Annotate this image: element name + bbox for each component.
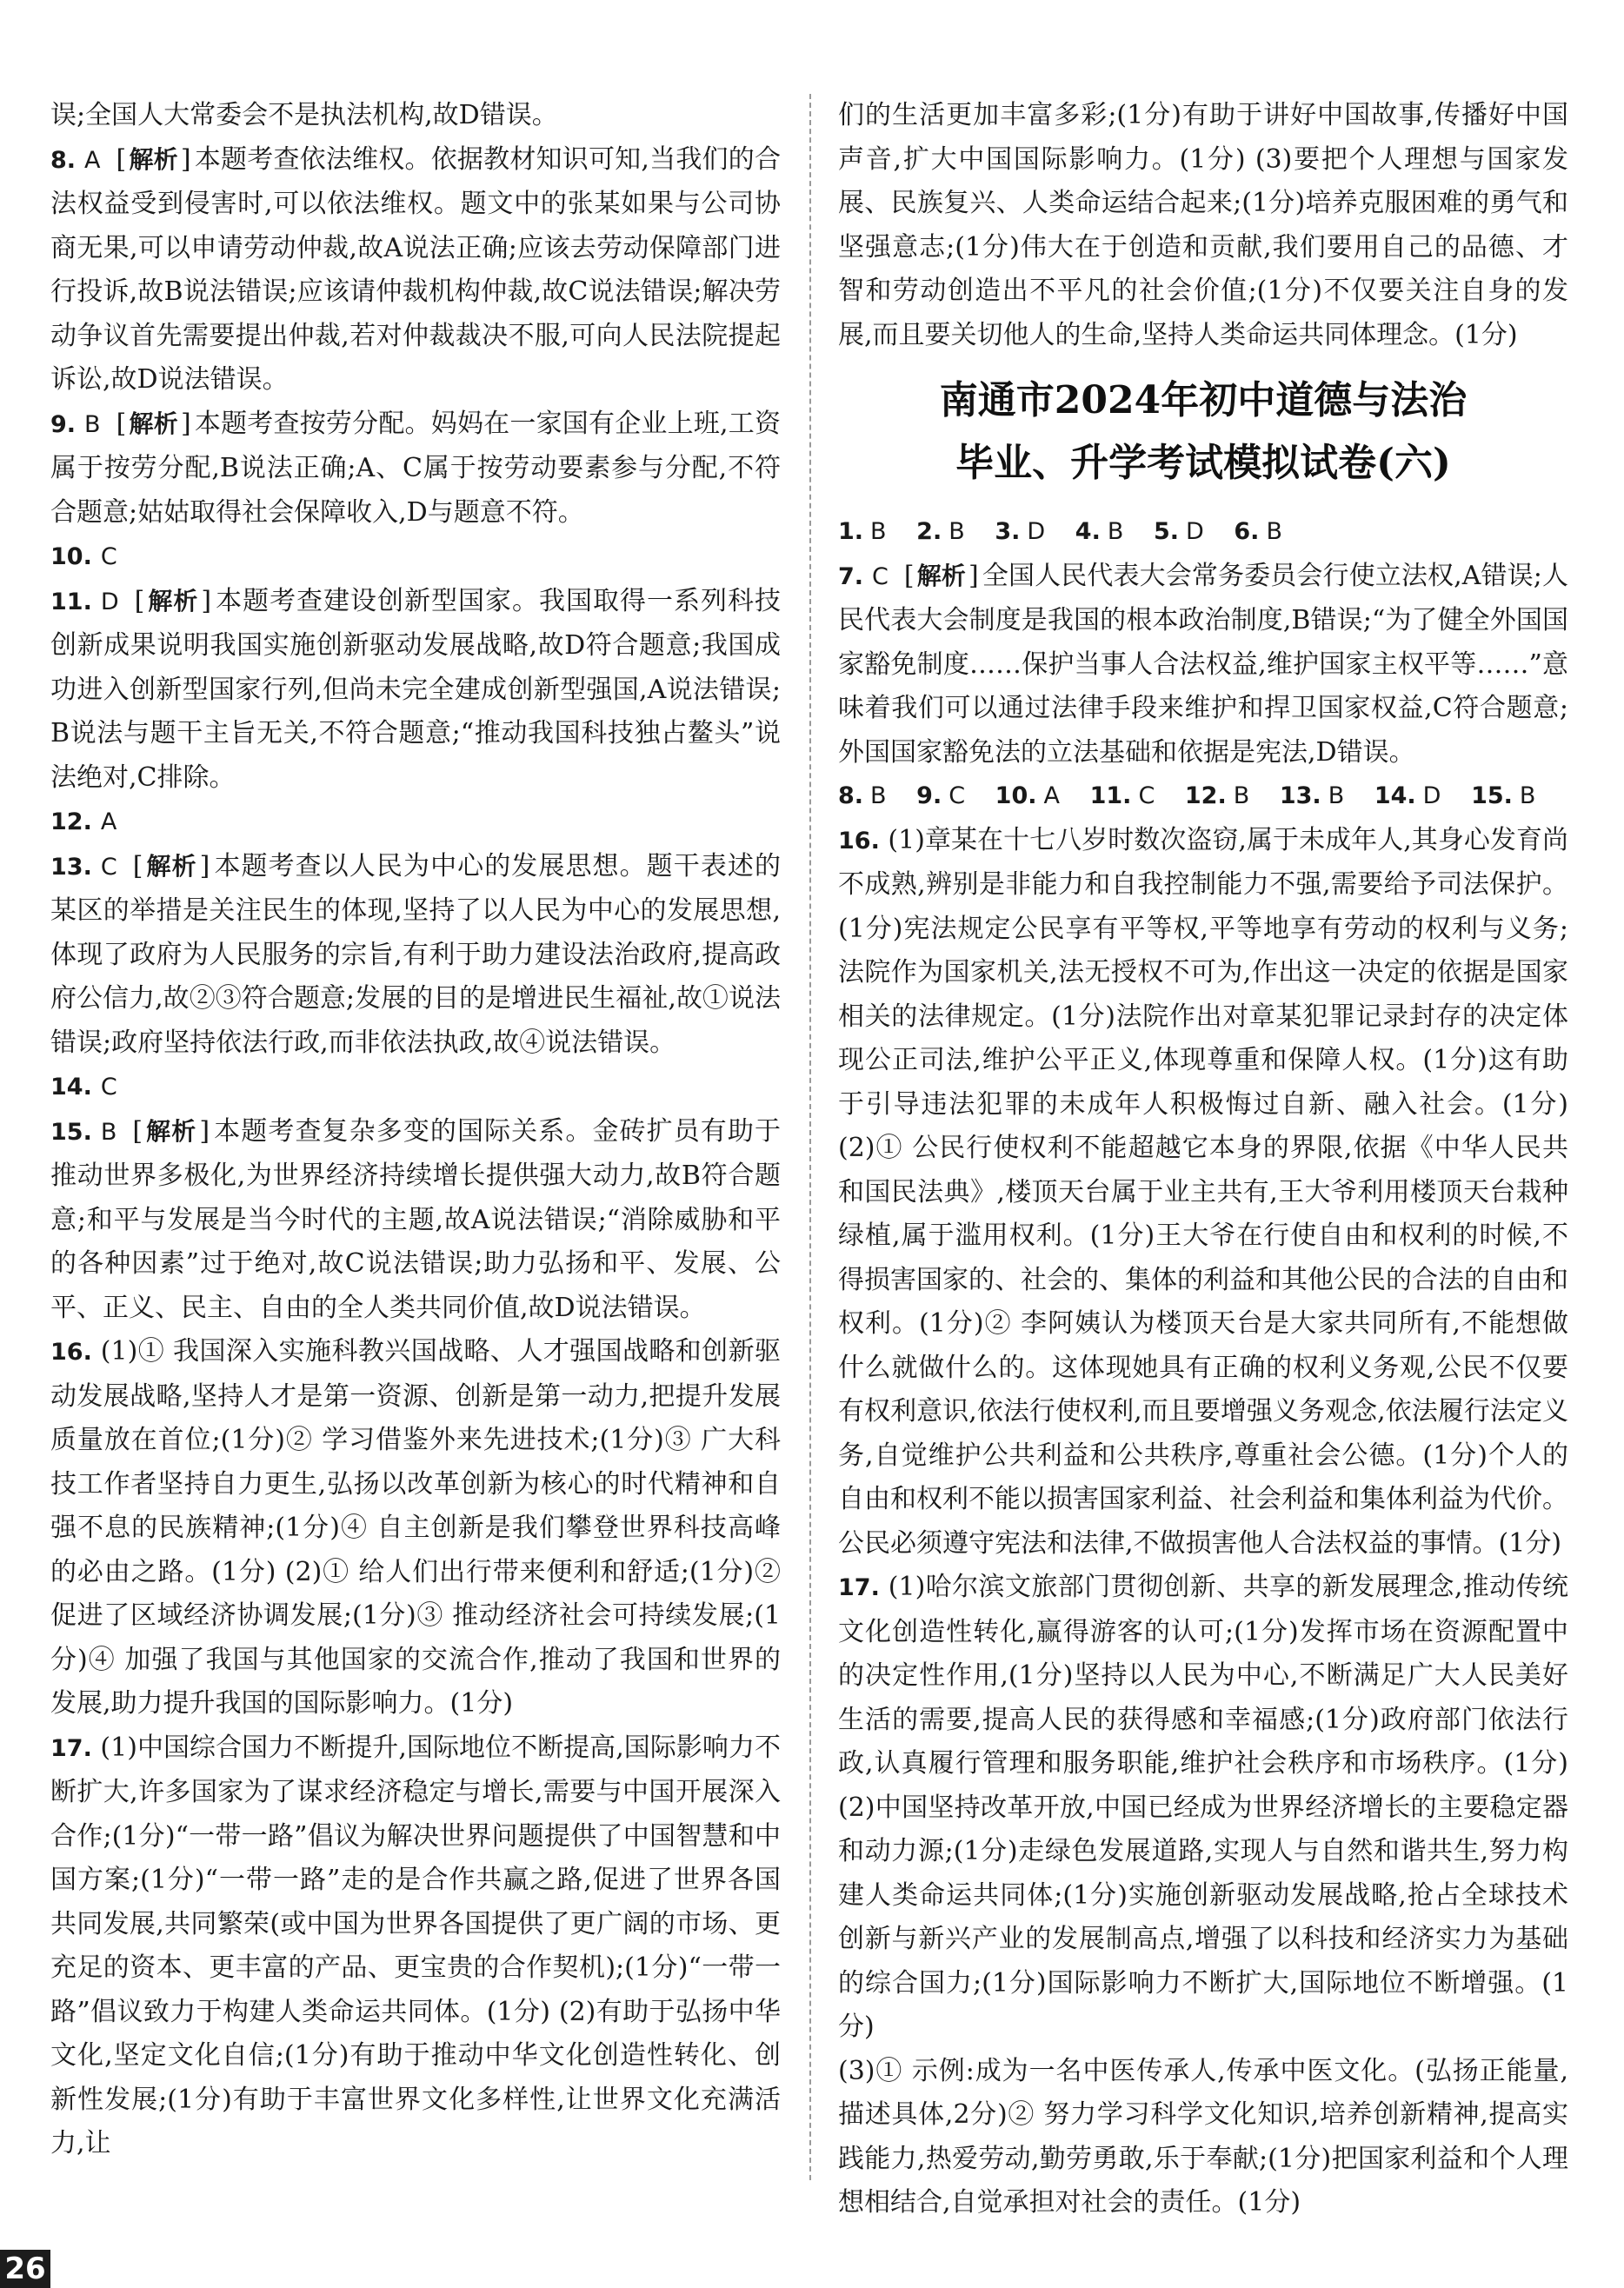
item-answer: B (1233, 782, 1250, 809)
item-number: 17. (50, 1734, 92, 1762)
item-number: 12. (50, 808, 92, 835)
answer-pair (1234, 518, 1282, 545)
item-text: 本题考查复杂多变的国际关系。金砖扩员有助于推动世界多极化,为世界经济持续增长提供强大动力,故B符合题意;和平与发展是当今时代的主题,故A说法错误;“消除威胁和平的各种因素”过于绝对,故C说法错误;助力弘扬和平、发展、公平、正义、民主、自由的全人类共同价值,故D说法错误。 (50, 1115, 781, 1323)
right-column (838, 94, 1568, 2225)
answers-row-1 (838, 510, 1568, 555)
item-number: 10. (50, 543, 92, 570)
item-number: 11. (1089, 782, 1132, 809)
item-answer: D (1186, 518, 1204, 545)
analysis-tag-label: 解析 (145, 1116, 197, 1146)
answer-pair (916, 782, 965, 809)
item-answer: C (1138, 782, 1155, 809)
analysis-tag-label: 解析 (145, 851, 197, 881)
item-answer: C (100, 1074, 117, 1101)
exam-title-line-1: 南通市2024年初中道德与法治 (939, 378, 1468, 422)
answer-pair (1185, 782, 1249, 809)
item-number: 15. (50, 1118, 92, 1146)
item-answer: B (870, 782, 887, 809)
answers-row-2 (838, 775, 1568, 819)
item-text: (3)① 示例:成为一名中医传承人,传承中医文化。(弘扬正能量,描述具体,2分)② 努力学习科学文化知识,培养创新精神,提高实践能力,热爱劳动,勤劳勇敢,乐于奉献;(1分)把国家利益和个人理想相结合,自觉承担对社会的责任。(1分) (838, 2055, 1568, 2218)
item-number: 1. (838, 518, 864, 545)
analysis-tag (132, 1116, 210, 1147)
answer-item-7 (838, 555, 1568, 775)
item-answer: C (872, 562, 889, 590)
item-number: 15. (1471, 782, 1513, 809)
answer-item-10 (50, 535, 781, 580)
answer-item-9 (50, 402, 781, 535)
item-answer: D (1422, 782, 1441, 809)
item-number: 14. (50, 1074, 92, 1101)
item-answer: B (1519, 782, 1536, 809)
item-answer: B (1328, 782, 1345, 809)
analysis-tag (116, 144, 191, 175)
item-number: 10. (995, 782, 1037, 809)
item-number: 16. (50, 1339, 92, 1366)
item-text: 本题考查建设创新型国家。我国取得一系列科技创新成果说明我国实施创新驱动发展战略,故D符合题意;我国成功进入创新型国家行列,但尚未完全建成创新型强国,A说法错误;B说法与题干主旨无关,不符合题意;“推动我国科技独占鳌头”说法绝对,C排除。 (50, 585, 781, 793)
column-divider (809, 94, 811, 2180)
item-answer: C (100, 543, 117, 570)
analysis-tag-label: 解析 (147, 586, 199, 615)
answer-item-17 (838, 1566, 1568, 2050)
item-number: 7. (838, 562, 864, 590)
item-number: 16. (838, 827, 880, 855)
paragraph-text: 误;全国人大常委会不是执法机构,故D错误。 (50, 100, 558, 130)
answer-item-16 (838, 819, 1568, 1566)
answer-item-11 (50, 580, 781, 801)
item-answer: A (1043, 782, 1060, 809)
item-number: 4. (1075, 518, 1101, 545)
answer-pair (1090, 782, 1155, 809)
item-number: 12. (1184, 782, 1227, 809)
item-number: 6. (1234, 518, 1260, 545)
answer-pair (916, 518, 965, 545)
item-answer: B (1107, 518, 1124, 545)
answer-pair (995, 518, 1045, 545)
item-answer: B (870, 518, 887, 545)
item-number: 9. (916, 782, 942, 809)
answer-pair (1374, 782, 1441, 809)
answer-item-17 (50, 1726, 781, 2166)
answer-item-15 (50, 1110, 781, 1331)
analysis-tag-label: 解析 (129, 409, 178, 438)
item-number: 9. (50, 410, 77, 438)
item-text: 本题考查以人民为中心的发展思想。题干表述的某区的举措是关注民生的体现,坚持了以人民为中心的发展思想,体现了政府为人民服务的宗旨,有利于助力建设法治政府,提高政府公信力,故②③符合题意;发展的目的是增进民生福祉,故①说法错误;政府坚持依法行政,而非依法执政,故④说法错误。 (50, 850, 781, 1058)
answer-item-14 (50, 1065, 781, 1110)
item-answer: A (84, 146, 101, 174)
item-number: 2. (916, 518, 942, 545)
item-text: (1)章某在十七八岁时数次盗窃,属于未成年人,其身心发育尚不成熟,辨别是非能力和自我控制能力不强,需要给予司法保护。(1分)宪法规定公民享有平等权,平等地享有劳动的权利与义务;法院作为国家机关,法无授权不可为,作出这一决定的依据是国家相关的法律规定。(1分)法院作出对章某犯罪记录封存的决定体现公正司法,维护公平正义,体现尊重和保障人权。(1分)这有助于引导违法犯罪的未成年人积极悔过自新、融入社会。(1分) (2)① 公民行使权利不能超越它本身的界限,依据《中华人民共和国民法典》,楼顶天台属于业主共有,王大爷利用楼顶天台栽种绿植,属于滥用权利。(1分)王大爷在行使自由和权利的时候,不得损害国家的、社会的、集体的利益和其他公民的合法的自由和权利。(1分)② 李阿姨认为楼顶天台是大家共同所有,不能想做什么就做什么的。这体现她具有正确的权利义务观,公民不仅要有权利意识,依法行使权利,而且要增强义务观念,依法履行法定义务,自觉维护公共利益和公共秩序,尊重社会公德。(1分)个人的自由和权利不能以损害国家利益、社会利益和集体利益为代价。公民必须遵守宪法和法律,不做损害他人合法权益的事情。(1分) (838, 824, 1568, 1559)
exam-title-line-2: 毕业、升学考试模拟试卷(六) (955, 441, 1451, 485)
item-number: 17. (838, 1574, 880, 1601)
item-answer: D (100, 588, 119, 615)
item-answer: C (948, 782, 966, 809)
item-number: 14. (1374, 782, 1416, 809)
item-text: (1)中国综合国力不断提升,国际地位不断提高,国际影响力不断扩大,许多国家为了谋求经济稳定与增长,需要与中国开展深入合作;(1分)“一带一路”倡议为解决世界问题提供了中国智慧和中国方案;(1分)“一带一路”走的是合作共赢之路,促进了世界各国共同发展,共同繁荣(或中国为世界各国提供了更广阔的市场、更充足的资本、更丰富的产品、更宝贵的合作契机);(1分)“一带一路”倡议致力于构建人类命运共同体。(1分) (2)有助于弘扬中华文化,坚定文化自信;(1分)有助于推动中华文化创造性转化、创新性发展;(1分)有助于丰富世界文化多样性,让世界文化充满活力,让 (50, 1732, 781, 2158)
analysis-tag-label: 解析 (916, 561, 967, 590)
item-number: 5. (1153, 518, 1179, 545)
answer-item-12 (50, 800, 781, 845)
item-text: 全国人民代表大会常务委员会行使立法权,A错误;人民代表大会制度是我国的根本政治制度,B错误;“为了健全外国国家豁免制度……保护当事人合法权益,维护国家主权平等……”意味着我们可以通过法律手段来维护和捍卫国家权益,C符合题意;外国国家豁免法的立法基础和依据是宪法,D错误。 (838, 560, 1568, 768)
answer-pair (1075, 518, 1124, 545)
item-answer: C (100, 853, 117, 881)
answer-pair (838, 518, 887, 545)
answer-pair (995, 782, 1060, 809)
answer-pair (1154, 518, 1204, 545)
item-answer: B (1266, 518, 1282, 545)
item-answer: B (100, 1118, 117, 1146)
item-answer: D (1027, 518, 1046, 545)
answer-pair (1280, 782, 1344, 809)
answer-item-16 (50, 1330, 781, 1726)
page-number: 26 (0, 2250, 50, 2288)
item-answer: B (84, 410, 101, 438)
item-text: (1)哈尔滨文旅部门贯彻创新、共享的新发展理念,推动传统文化创造性转化,赢得游客的认可;(1分)发挥市场在资源配置中的决定性作用,(1分)坚持以人民为中心,不断满足广大人民美好生活的需要,提高人民的获得感和幸福感;(1分)政府部门依法行政,认真履行管理和服务职能,维护社会秩序和市场秩序。(1分) (2)中国坚持改革开放,中国已经成为世界经济增长的主要稳定器和动力源;(1分)走绿色发展道路,实现人与自然和谐共生,努力构建人类命运共同体;(1分)实施创新驱动发展战略,抢占全球技术创新与新兴产业的发展制高点,增强了以科技和经济实力为基础的综合国力;(1分)国际影响力不断扩大,国际地位不断增强。(1分) (838, 1572, 1568, 2042)
answer-pair (1471, 782, 1535, 809)
item-number: 13. (50, 853, 92, 881)
item-text: 本题考查按劳分配。妈妈在一家国有企业上班,工资属于按劳分配,B说法正确;A、C属于按劳动要素参与分配,不符合题意;姑姑取得社会保障收入,D与题意不符。 (50, 408, 781, 528)
analysis-tag-label: 解析 (129, 144, 178, 174)
item-answer: A (100, 808, 117, 835)
continuation-text (50, 94, 781, 138)
item-number: 8. (50, 146, 77, 174)
item-answer: B (948, 518, 965, 545)
left-column (50, 94, 781, 2166)
item-number: 11. (50, 588, 92, 615)
analysis-tag (133, 851, 210, 881)
item-number: 13. (1279, 782, 1321, 809)
exam-title (838, 369, 1568, 495)
item-number: 3. (995, 518, 1021, 545)
item-number: 8. (838, 782, 864, 809)
analysis-tag (904, 561, 979, 591)
answer-pair (838, 782, 887, 809)
continuation-text (838, 94, 1568, 357)
answer-item-8 (50, 138, 781, 402)
analysis-tag (135, 586, 211, 616)
answer-item-13 (50, 845, 781, 1066)
item-text: (1)① 我国深入实施科教兴国战略、人才强国战略和创新驱动发展战略,坚持人才是第一资源、创新是第一动力,把提升发展质量放在首位;(1分)② 学习借鉴外来先进技术;(1分)③ 广大科技工作者坚持自力更生,弘扬以改革创新为核心的时代精神和自强不息的民族精神;(1分)④ 自主创新是我们攀登世界科技高峰的必由之路。(1分) (2)① 给人们出行带来便利和舒适;(1分)② 促进了区域经济协调发展;(1分)③ 推动经济社会可持续发展;(1分)④ 加强了我国与其他国家的交流合作,推动了我国和世界的发展,助力提升我国的国际影响力。(1分) (50, 1336, 781, 1719)
analysis-tag (116, 409, 191, 439)
answer-item-17-part-3 (838, 2050, 1568, 2225)
paragraph-text: 们的生活更加丰富多彩;(1分)有助于讲好中国故事,传播好中国声音,扩大中国国际影响力。(1分) (3)要把个人理想与国家发展、民族复兴、人类命运结合起来;(1分)培养克服困难的勇气和坚强意志;(1分)伟大在于创造和贡献,我们要用自己的品德、才智和劳动创造出不平凡的社会价值;(1分)不仅要关注自身的发展,而且要关切他人的生命,坚持人类命运共同体理念。(1分) (838, 100, 1568, 350)
item-text: 本题考查依法维权。依据教材知识可知,当我们的合法权益受到侵害时,可以依法维权。题文中的张某如果与公司协商无果,可以申请劳动仲裁,故A说法正确;应该去劳动保障部门进行投诉,故B说法错误;应该请仲裁机构仲裁,故C说法错误;解决劳动争议首先需要提出仲裁,若对仲裁裁决不服,可向人民法院提起诉讼,故D说法错误。 (50, 143, 781, 395)
